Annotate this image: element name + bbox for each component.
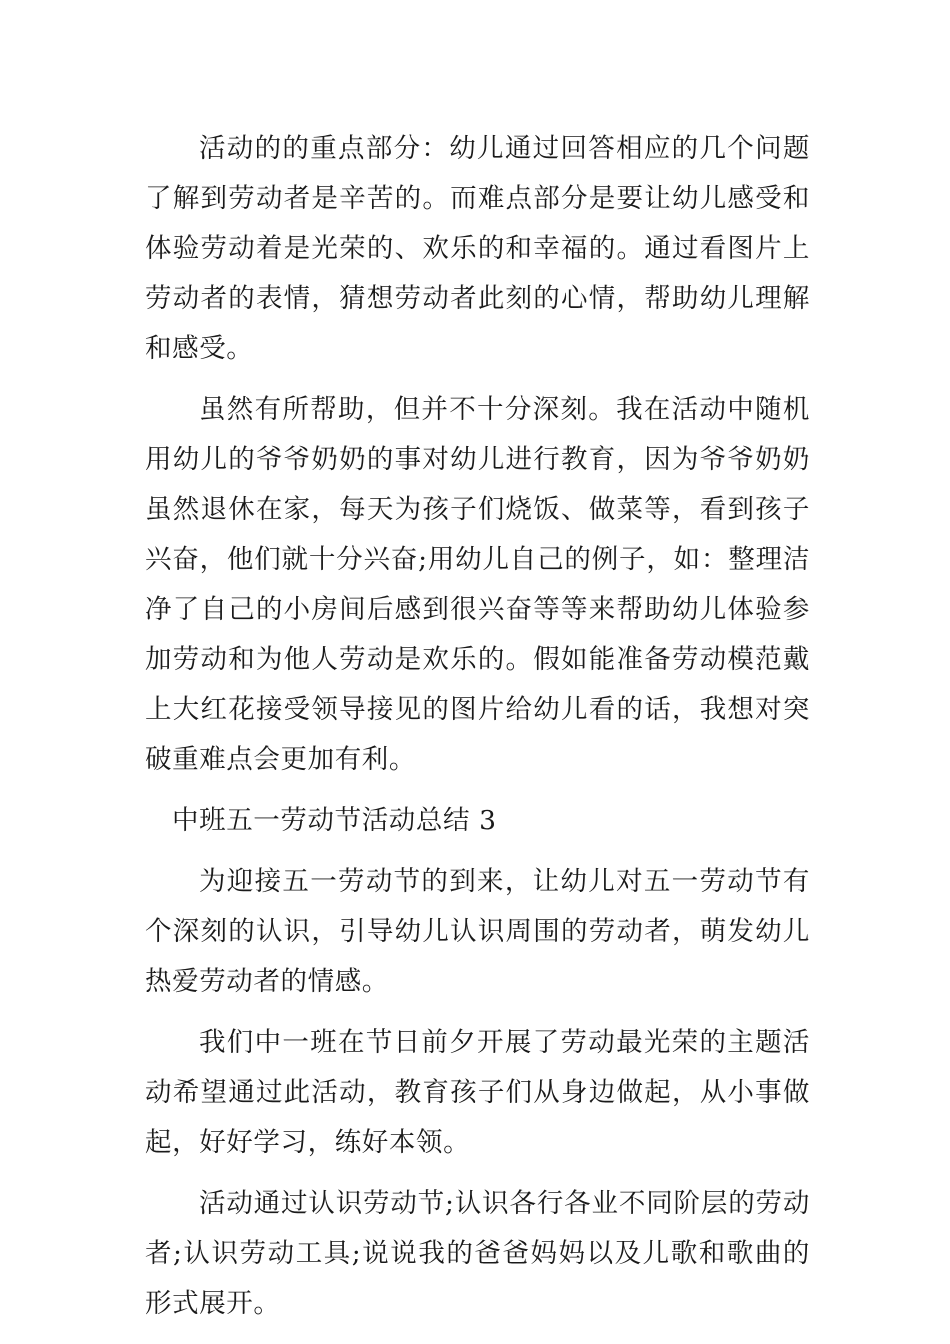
paragraph-activity-format: 活动通过认识劳动节;认识各行各业不同阶层的劳动者;认识劳动工具;说说我的爸爸妈妈以及儿歌和歌曲的形式展开。: [145, 1188, 810, 1319]
paragraph-theme-activity: 我们中一班在节日前夕开展了劳动最光荣的主题活动希望通过此活动，教育孩子们从身边做起，从小事做起，好好学习，练好本领。: [145, 1027, 810, 1158]
document-body: [145, 124, 810, 1340]
paragraph-reflection: 虽然有所帮助，但并不十分深刻。我在活动中随机用幼儿的爷爷奶奶的事对幼儿进行教育，因为爷爷奶奶虽然退休在家，每天为孩子们烧饭、做菜等，看到孩子兴奋，他们就十分兴奋;用幼儿自己的例子，如：整理洁净了自己的小房间后感到很兴奋等等来帮助幼儿体验参加劳动和为他人劳动是欢乐的。假如能准备劳动模范戴上大红花接受领导接见的图片给幼儿看的话，我想对突破重难点会更加有利。: [145, 394, 810, 775]
paragraph-purpose: 为迎接五一劳动节的到来，让幼儿对五一劳动节有个深刻的认识，引导幼儿认识周围的劳动者，萌发幼儿热爱劳动者的情感。: [145, 866, 810, 997]
paragraph-key-points: 活动的的重点部分：幼儿通过回答相应的几个问题了解到劳动者是辛苦的。而难点部分是要让幼儿感受和体验劳动着是光荣的、欢乐的和幸福的。通过看图片上劳动者的表情，猜想劳动者此刻的心情，帮助幼儿理解和感受。: [145, 133, 810, 364]
section-title: 中班五一劳动节活动总结 3: [172, 805, 497, 836]
